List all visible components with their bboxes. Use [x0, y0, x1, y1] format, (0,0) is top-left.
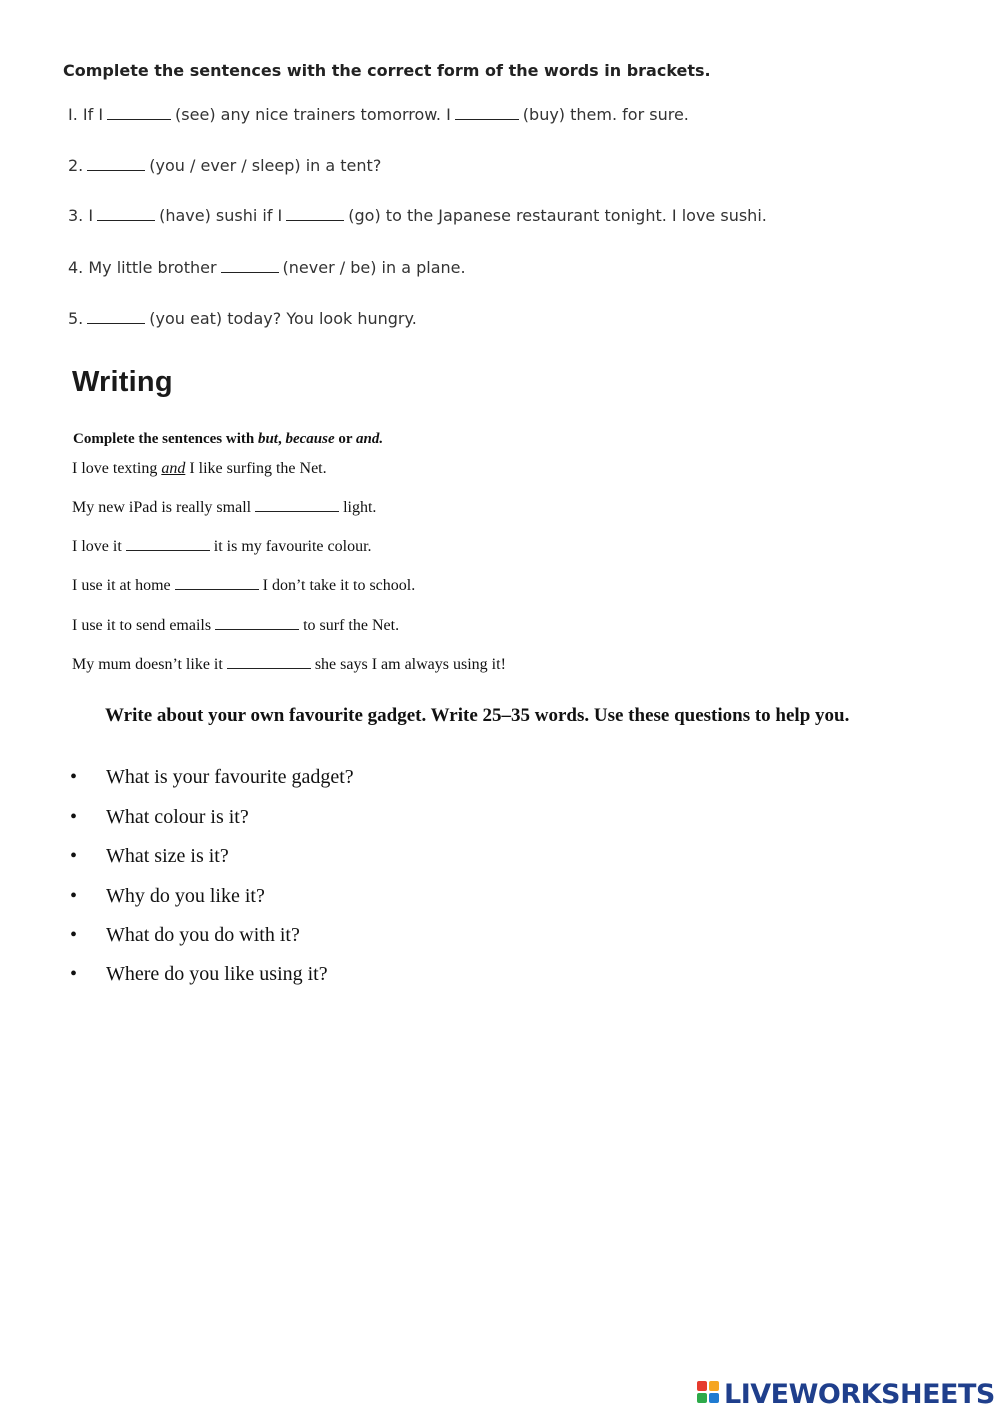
- question-item: • What is your favourite gadget?: [70, 766, 354, 788]
- writing-item-5: My mum doesn’t like it she says I am always using it!: [72, 656, 506, 673]
- answer-blank[interactable]: [221, 271, 279, 273]
- answer-blank[interactable]: [175, 588, 259, 590]
- writing-item-4: I use it to send emails to surf the Net.: [72, 617, 400, 634]
- logo-mark-icon: [697, 1381, 721, 1407]
- exercise-item-4: 4. My little brother (never / be) in a plane.: [68, 258, 466, 277]
- logo-text: LIVEWORKSHEETS: [724, 1378, 995, 1410]
- writing-item-3: I use it at home I don’t take it to school.: [72, 577, 416, 594]
- question-item: • What colour is it?: [70, 806, 249, 828]
- question-item: • What do you do with it?: [70, 924, 300, 946]
- bullet-icon: •: [70, 924, 78, 946]
- example-answer: and: [161, 460, 186, 477]
- answer-blank[interactable]: [215, 628, 299, 630]
- bullet-icon: •: [70, 963, 78, 985]
- answer-blank[interactable]: [255, 510, 339, 512]
- liveworksheets-logo[interactable]: [697, 1377, 995, 1411]
- answer-blank[interactable]: [87, 322, 145, 324]
- bullet-icon: •: [70, 845, 78, 867]
- exercise-instruction: Complete the sentences with the correct form of the words in brackets.: [63, 61, 711, 80]
- writing-task: Write about your own favourite gadget. Write 25–35 words. Use these questions to help you.: [105, 705, 850, 726]
- exercise-item-3: 3. I (have) sushi if I (go) to the Japanese restaurant tonight. I love sushi.: [68, 206, 767, 225]
- question-item: • Why do you like it?: [70, 885, 265, 907]
- question-item: • What size is it?: [70, 845, 229, 867]
- answer-blank[interactable]: [455, 118, 519, 120]
- bullet-icon: •: [70, 806, 78, 828]
- question-item: • Where do you like using it?: [70, 963, 328, 985]
- section-heading: Writing: [72, 366, 173, 398]
- exercise-item-1: I. If I (see) any nice trainers tomorrow. I (buy) them. for sure.: [68, 105, 689, 124]
- answer-blank[interactable]: [286, 219, 344, 221]
- answer-blank[interactable]: [87, 169, 145, 171]
- bullet-icon: •: [70, 885, 78, 907]
- answer-blank[interactable]: [126, 549, 210, 551]
- writing-instruction: Complete the sentences with but, because or and.: [73, 431, 384, 447]
- writing-example: I love texting and I like surfing the Net.: [72, 460, 327, 477]
- writing-item-2: I love it it is my favourite colour.: [72, 538, 372, 555]
- answer-blank[interactable]: [227, 667, 311, 669]
- answer-blank[interactable]: [107, 118, 171, 120]
- bullet-icon: •: [70, 766, 78, 788]
- writing-item-1: My new iPad is really small light.: [72, 499, 377, 516]
- exercise-item-5: 5. (you eat) today? You look hungry.: [68, 309, 417, 328]
- answer-blank[interactable]: [97, 219, 155, 221]
- exercise-item-2: 2. (you / ever / sleep) in a tent?: [68, 156, 382, 175]
